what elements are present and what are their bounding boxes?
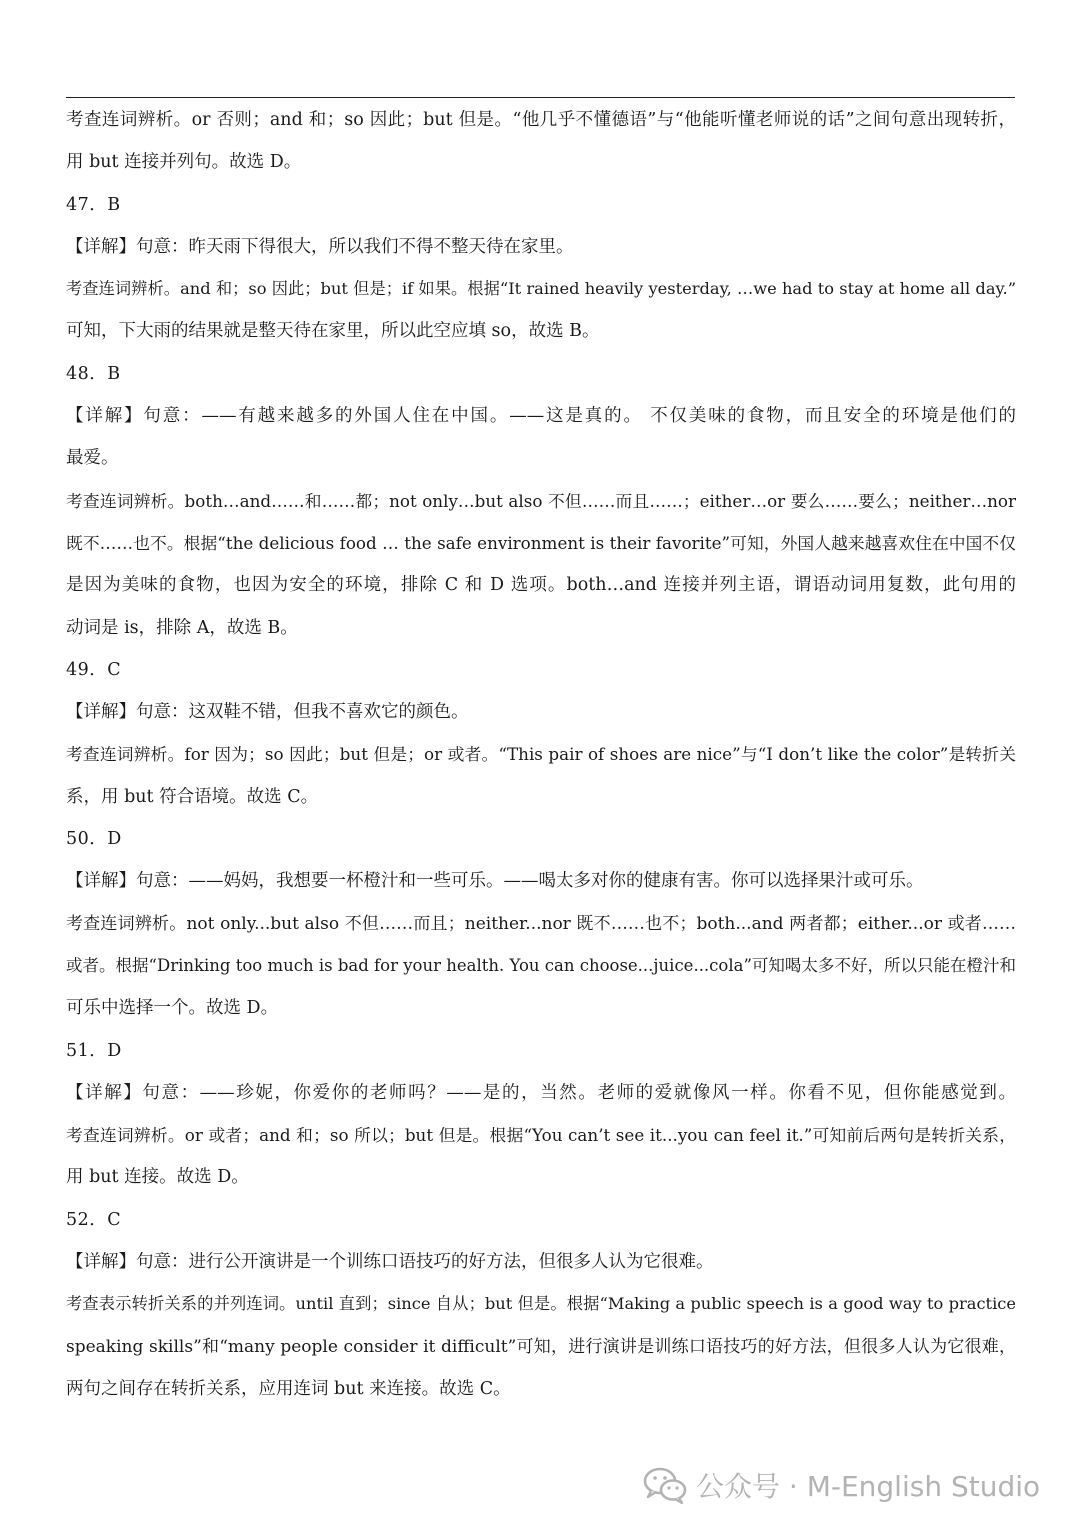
wechat-icon [642,1465,688,1505]
watermark [642,1457,1040,1513]
question-number: 51．D [66,1040,122,1061]
text-line: 考查连词辨析。or 否则；and 和；so 因此；but 但是。“他几乎不懂德语”与“他能听懂老师说的话”之间句意出现转折， [66,110,1016,130]
header-rule [66,97,1015,98]
text-line: 系，用 but 符合语境。故选 C。 [66,786,319,807]
question-number: 49．C [66,659,122,680]
text-line: 考查连词辨析。or 或者；and 和；so 所以；but 但是。根据“You can’t see it...you can feel it.”可知前后两句是转折关系， [66,1125,1016,1146]
text-line: 两句之间存在转折关系，应用连词 but 来连接。故选 C。 [66,1378,511,1399]
text-line: 动词是 is，排除 A，故选 B。 [66,617,298,638]
text-line: 用 but 连接并列句。故选 D。 [66,152,302,173]
text-line: 用 but 连接。故选 D。 [66,1167,249,1188]
text-line: 或者。根据“Drinking too much is bad for your health. You can choose...juice...cola”可知喝太多不好，所以只能在橙汁和 [66,955,1016,975]
question-number: 48．B [66,363,121,384]
text-line: 【详解】句意：这双鞋不错，但我不喜欢它的颜色。 [66,702,469,723]
text-line: 可乐中选择一个。故选 D。 [66,998,279,1019]
text-line: 考查连词辨析。both…and……和……都；not only…but also 不但……而且……；either…or 要么……要么；neither…nor [66,490,1016,511]
question-number: 52．C [66,1209,122,1230]
text-line: 【详解】句意：昨天雨下得很大，所以我们不得不整天待在家里。 [66,236,574,257]
text-line: 【详解】句意：——珍妮，你爱你的老师吗？——是的，当然。老师的爱就像风一样。你看不见，但你能感觉到。 [66,1082,1016,1103]
text-line: 是因为美味的食物，也因为安全的环境，排除 C 和 D 选项。both…and 连接并列主语，谓语动词用复数，此句用的 [66,575,1016,596]
text-line: 可知，下大雨的结果就是整天待在家里，所以此空应填 so，故选 B。 [66,321,600,342]
text-line: 考查连词辨析。and 和；so 因此；but 但是；if 如果。根据“It rained heavily yesterday, …we had to stay at home all day.” [66,279,1016,299]
text-line: speaking skills”和“many people consider it difficult”可知，进行演讲是训练口语技巧的好方法，但很多人认为它很难， [66,1336,1016,1357]
text-line: 【详解】句意：进行公开演讲是一个训练口语技巧的好方法，但很多人认为它很难。 [66,1252,714,1273]
question-number: 47．B [66,194,121,215]
text-line: 考查连词辨析。for 因为；so 因此；but 但是；or 或者。“This pair of shoes are nice”与“I don’t like the color”是转折关 [66,744,1016,765]
text-line: 【详解】句意：——妈妈，我想要一杯橙汁和一些可乐。——喝太多对你的健康有害。你可以选择果汁或可乐。 [66,871,924,892]
text-line: 考查连词辨析。not only...but also 不但……而且；neither...nor 既不……也不；both...and 两者都；either...or 或者…… [66,913,1016,934]
text-line: 既不……也不。根据“the delicious food … the safe environment is their favorite”可知，外国人越来越喜欢住在中国不仅 [66,532,1016,553]
text-line: 【详解】句意：——有越来越多的外国人住在中国。——这是真的。 不仅美味的食物，而且安全的环境是他们的 [66,406,1016,427]
text-line: 考查表示转折关系的并列连词。until 直到；since 自从；but 但是。根据“Making a public speech is a good way to practice [66,1294,1016,1314]
watermark-text: 公众号 · M-English Studio [696,1470,1041,1503]
question-number: 50．D [66,829,122,850]
answer-content [66,99,1016,1410]
text-line: 最爱。 [66,448,119,469]
